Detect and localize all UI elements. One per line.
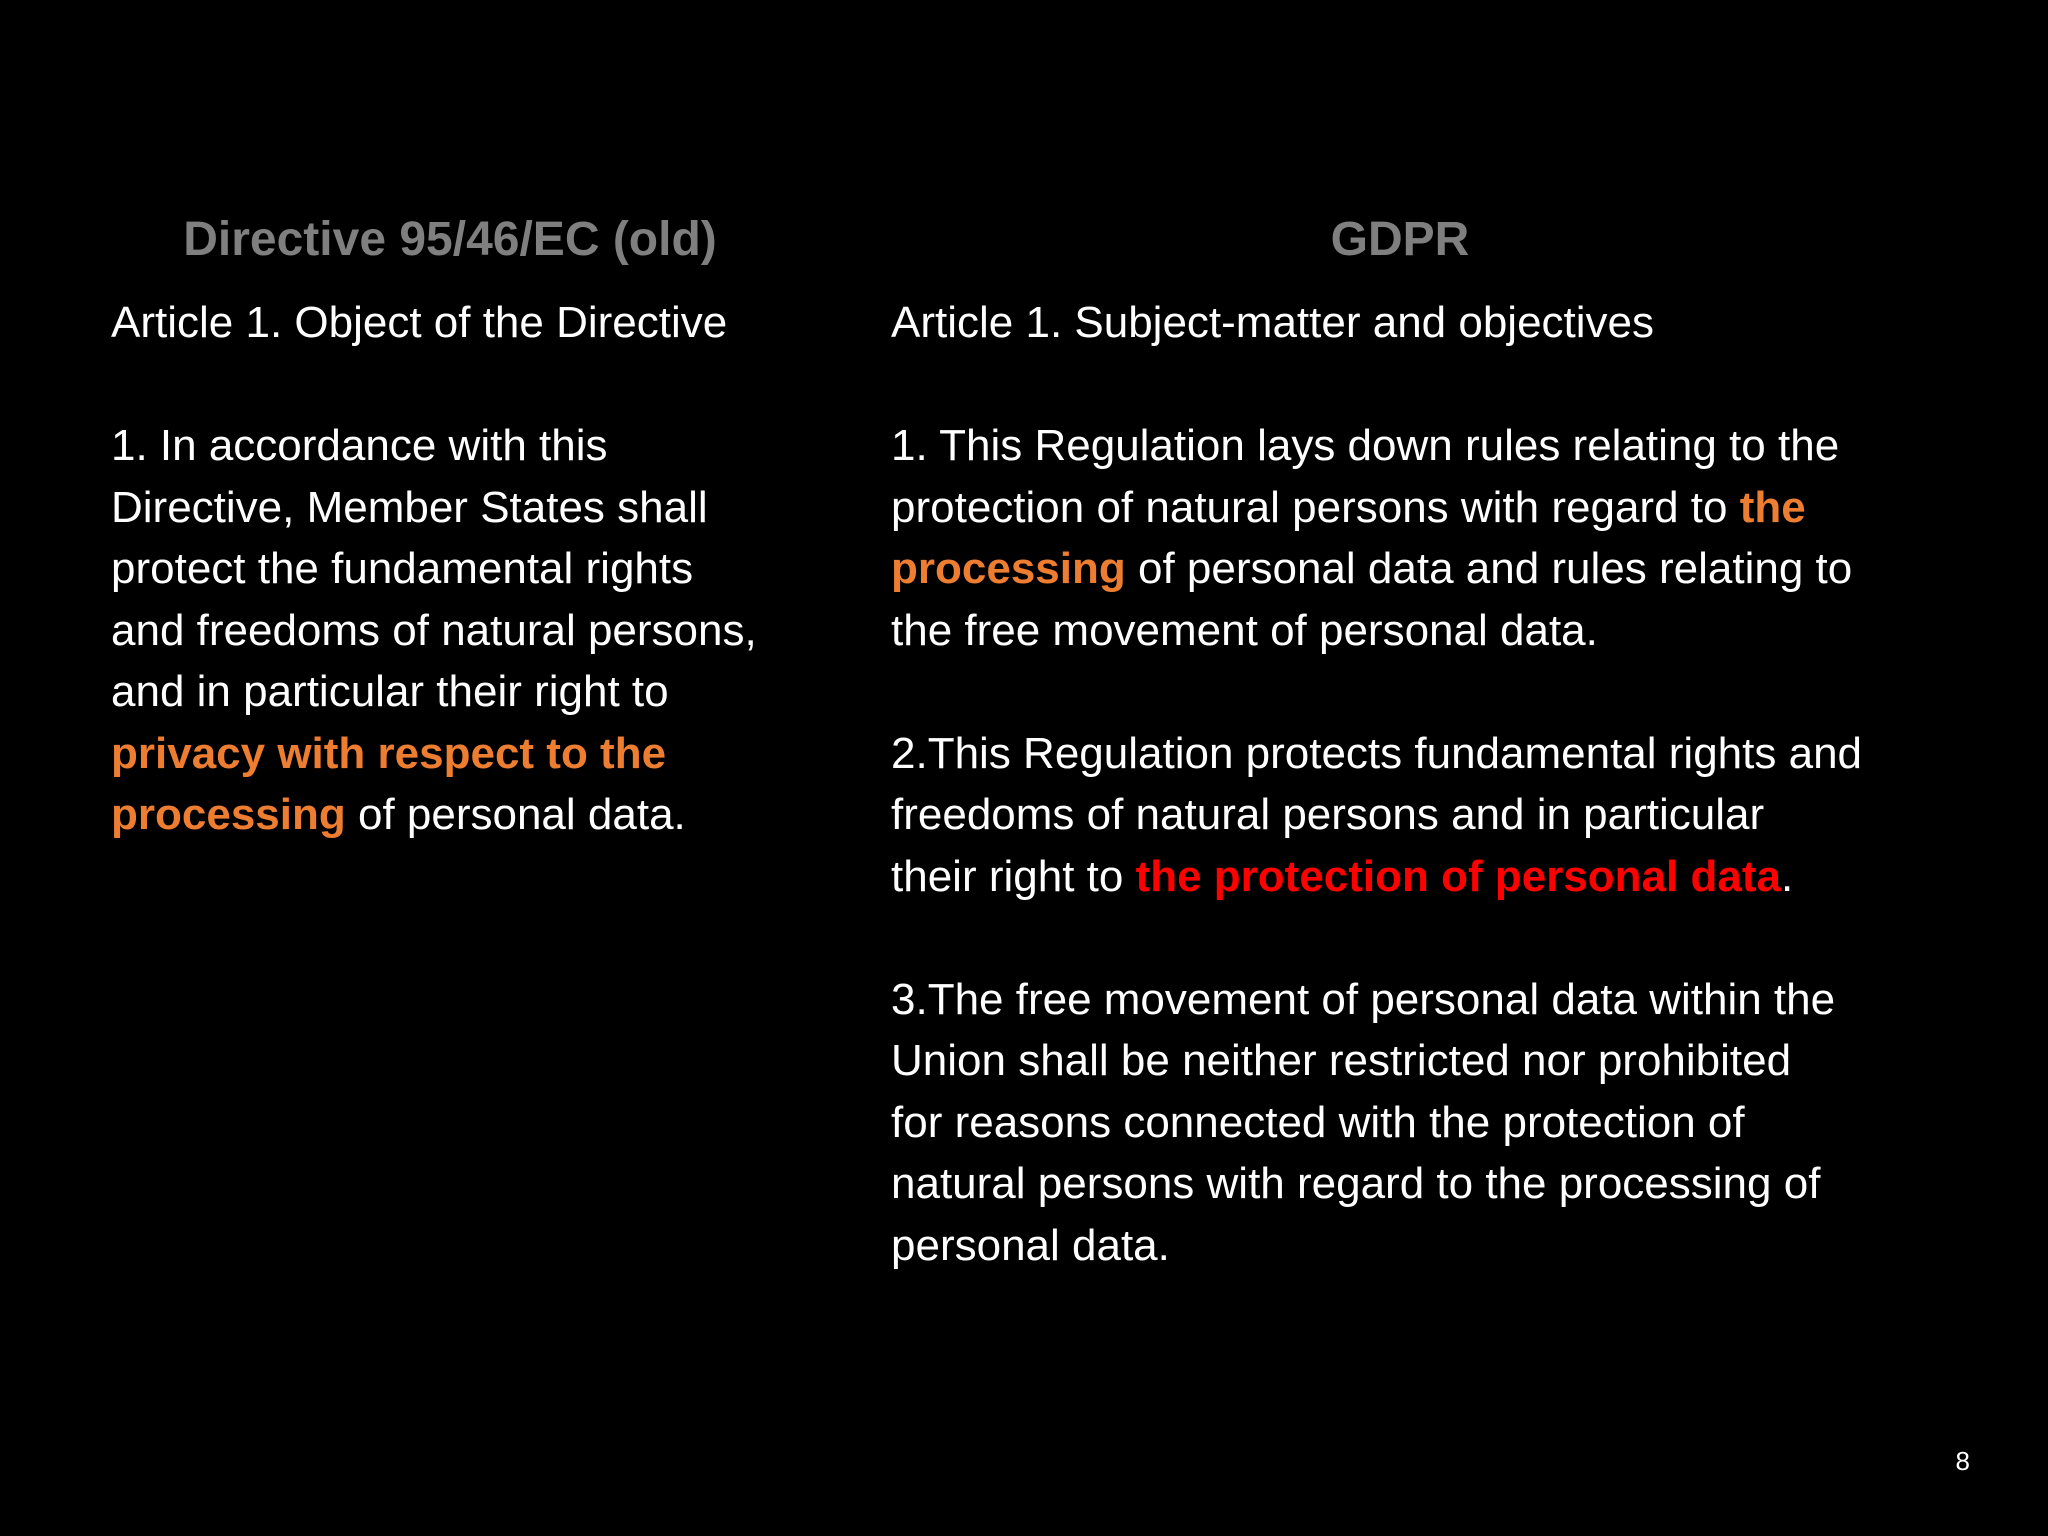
gdpr-paragraph-1: [891, 415, 1971, 661]
directive-p1-line-3: protect the fundamental rights: [111, 544, 694, 593]
directive-highlight-processing: processing: [111, 790, 346, 839]
directive-article-title: Article 1. Object of the Directive: [111, 298, 728, 347]
gdpr-heading: GDPR: [1330, 213, 1470, 266]
gdpr-p1-line-2-text: protection of natural persons with regard to: [891, 482, 1740, 532]
gdpr-p3-line-4: natural persons with regard to the processing of: [891, 1159, 1821, 1208]
directive-p1-line-7-tail: of personal data.: [345, 790, 686, 839]
gdpr-p2-line-3-period: .: [1780, 851, 1794, 901]
page-number: 8: [1955, 1446, 1970, 1476]
gdpr-paragraph-3: [891, 969, 1971, 1277]
gdpr-highlight-protection: the protection of personal data: [1135, 851, 1781, 901]
directive-p1-line-5: and in particular their right to: [111, 667, 669, 716]
gdpr-paragraph-2: [891, 723, 1971, 908]
gdpr-p1-line-4: the free movement of personal data.: [891, 605, 1598, 655]
directive-column: [111, 292, 851, 907]
gdpr-p2-line-3: [891, 846, 1971, 908]
gdpr-p1-line-3-text: of personal data and rules relating to: [1125, 544, 1853, 593]
directive-heading: Directive 95/46/EC (old): [183, 213, 717, 266]
gdpr-highlight-the: the: [1739, 482, 1806, 532]
gdpr-p1-line-1: 1. This Regulation lays down rules relating to the: [891, 421, 1840, 470]
gdpr-column: [891, 292, 1971, 1338]
gdpr-p2-line-1: 2.This Regulation protects fundamental rights and: [891, 728, 1863, 778]
directive-p1-line-1: 1. In accordance with this: [111, 421, 608, 470]
gdpr-p3-line-1: 3.The free movement of personal data within the: [891, 974, 1836, 1024]
directive-p1-line-7: [111, 784, 851, 846]
directive-paragraph-1: [111, 415, 851, 846]
directive-p1-line-4: and freedoms of natural persons,: [111, 605, 757, 655]
gdpr-article-title: Article 1. Subject-matter and objectives: [891, 298, 1655, 347]
gdpr-p2-line-3-text: their right to: [891, 851, 1136, 901]
gdpr-p2-line-2: freedoms of natural persons and in particular: [891, 790, 1765, 839]
directive-p1-line-2: Directive, Member States shall: [111, 482, 708, 532]
gdpr-p1-line-3: [891, 538, 1971, 600]
gdpr-p3-line-2: Union shall be neither restricted nor prohibited: [891, 1036, 1792, 1085]
directive-highlight-privacy: privacy with respect to the: [111, 728, 667, 778]
gdpr-p3-line-5: personal data.: [891, 1220, 1170, 1270]
gdpr-highlight-processing: processing: [891, 544, 1126, 593]
gdpr-p1-line-2: [891, 477, 1971, 539]
gdpr-p3-line-3: for reasons connected with the protection of: [891, 1097, 1745, 1147]
